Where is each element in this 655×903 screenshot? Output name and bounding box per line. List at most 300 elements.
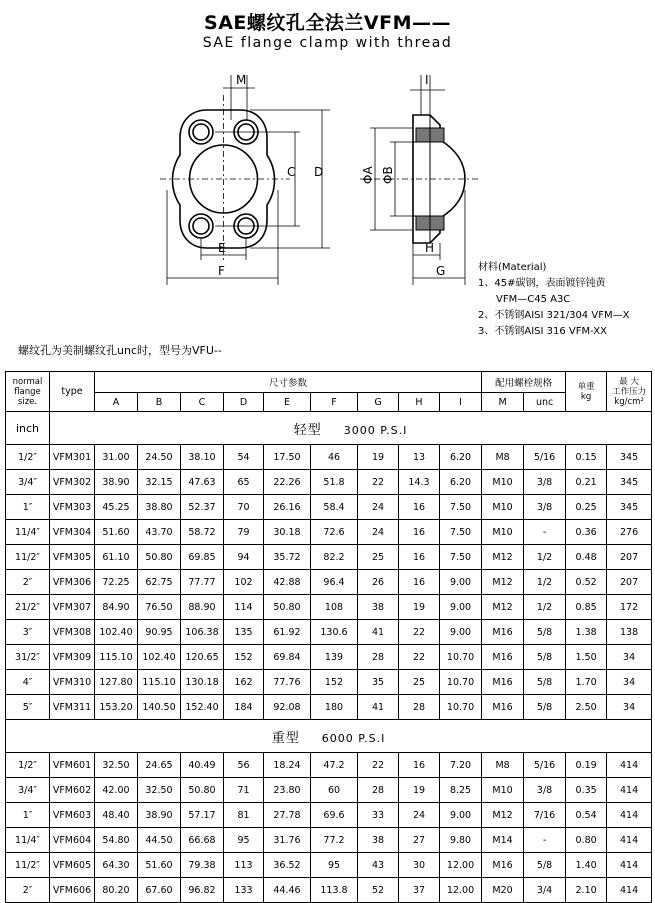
table-cell: M20 — [482, 878, 524, 903]
table-cell: 27 — [399, 828, 440, 853]
table-cell: 3/8 — [524, 778, 566, 803]
table-cell: 130.18 — [181, 670, 224, 695]
label-phiB: ΦB — [381, 166, 395, 184]
table-cell: 40.49 — [181, 753, 224, 778]
table-cell: 34 — [607, 645, 652, 670]
table-cell: 7.20 — [440, 753, 482, 778]
table-cell: 24 — [358, 520, 399, 545]
table-cell: 5/8 — [524, 695, 566, 720]
table-cell: 32.50 — [138, 778, 181, 803]
table-cell: 84.90 — [95, 595, 138, 620]
table-cell: 25 — [399, 670, 440, 695]
col-header-unc: unc — [524, 393, 566, 412]
table-cell: VFM310 — [50, 670, 95, 695]
table-row — [6, 645, 652, 670]
table-cell: 414 — [607, 803, 652, 828]
table-cell: 1/2″ — [6, 753, 50, 778]
table-cell: 14.3 — [399, 470, 440, 495]
col-header-h: H — [399, 393, 440, 412]
table-cell: 1/2″ — [6, 445, 50, 470]
table-cell: 31/2″ — [6, 645, 50, 670]
col-header-e: E — [264, 393, 311, 412]
col-header-d: D — [224, 393, 264, 412]
table-cell: 0.48 — [566, 545, 607, 570]
table-cell: VFM305 — [50, 545, 95, 570]
table-cell: 414 — [607, 853, 652, 878]
table-cell: 2″ — [6, 570, 50, 595]
table-cell: 106.38 — [181, 620, 224, 645]
table-cell: M16 — [482, 853, 524, 878]
table-cell: 47.63 — [181, 470, 224, 495]
table-cell: 3/8 — [524, 495, 566, 520]
table-cell: 62.75 — [138, 570, 181, 595]
table-cell: 3/4″ — [6, 778, 50, 803]
table-cell: M10 — [482, 520, 524, 545]
table-cell: 162 — [224, 670, 264, 695]
table-cell: - — [524, 520, 566, 545]
table-cell: M8 — [482, 753, 524, 778]
table-cell: 30.18 — [264, 520, 311, 545]
table-row — [6, 753, 652, 778]
table-cell: 120.65 — [181, 645, 224, 670]
table-cell: 0.19 — [566, 753, 607, 778]
table-cell: 0.52 — [566, 570, 607, 595]
label-D: D — [314, 165, 324, 179]
table-cell: 3/4 — [524, 878, 566, 903]
table-cell: 96.82 — [181, 878, 224, 903]
table-cell: 41 — [358, 695, 399, 720]
inch-label: inch — [6, 412, 50, 445]
table-cell: M12 — [482, 595, 524, 620]
table-cell: 0.25 — [566, 495, 607, 520]
table-cell: 16 — [399, 520, 440, 545]
table-row — [6, 595, 652, 620]
table-cell: 38.90 — [138, 803, 181, 828]
table-cell: 12.00 — [440, 878, 482, 903]
table-cell: 1/2 — [524, 570, 566, 595]
table-cell: VFM602 — [50, 778, 95, 803]
table-cell: 24.50 — [138, 445, 181, 470]
table-cell: 3/4″ — [6, 470, 50, 495]
table-cell: 72.6 — [311, 520, 358, 545]
table-cell: 5/8 — [524, 670, 566, 695]
material-item-1-grade: VFM—C45 A3C — [496, 294, 571, 305]
table-row — [6, 803, 652, 828]
table-cell: M14 — [482, 828, 524, 853]
table-cell: M16 — [482, 645, 524, 670]
table-cell: 1/2 — [524, 595, 566, 620]
table-cell: VFM604 — [50, 828, 95, 853]
table-cell: 61.92 — [264, 620, 311, 645]
material-item-2: 2、不锈钢AISI 321/304 VFM—X — [478, 310, 630, 321]
table-cell: 42.00 — [95, 778, 138, 803]
table-cell: 3″ — [6, 620, 50, 645]
table-row — [6, 470, 652, 495]
table-cell: 152 — [311, 670, 358, 695]
table-cell: 172 — [607, 595, 652, 620]
header-bolt: 配用螺栓规格 — [482, 372, 566, 393]
table-cell: 28 — [399, 695, 440, 720]
materials-heading: 材料(Material) — [478, 262, 547, 273]
table-cell: 52.37 — [181, 495, 224, 520]
table-cell: 13 — [399, 445, 440, 470]
table-cell: 79 — [224, 520, 264, 545]
table-cell: 1/2 — [524, 545, 566, 570]
table-cell: 95 — [311, 853, 358, 878]
table-cell: VFM606 — [50, 878, 95, 903]
table-cell: 24.65 — [138, 753, 181, 778]
table-cell: 152 — [224, 645, 264, 670]
table-cell: M10 — [482, 778, 524, 803]
table-cell: 21/2″ — [6, 595, 50, 620]
table-cell: 12.00 — [440, 853, 482, 878]
table-cell: 61.10 — [95, 545, 138, 570]
table-cell: 102.40 — [95, 620, 138, 645]
table-cell: 102.40 — [138, 645, 181, 670]
table-cell: 25 — [358, 545, 399, 570]
table-cell: 115.10 — [138, 670, 181, 695]
table-cell: 22 — [358, 753, 399, 778]
table-cell: 48.40 — [95, 803, 138, 828]
table-cell: 17.50 — [264, 445, 311, 470]
table-cell: 207 — [607, 545, 652, 570]
table-cell: 5/8 — [524, 645, 566, 670]
table-cell: 57.17 — [181, 803, 224, 828]
table-cell: 1″ — [6, 495, 50, 520]
table-cell: 180 — [311, 695, 358, 720]
material-item-1: 1、45#碳钢，表面镀锌钝黄 — [478, 278, 606, 289]
spec-table — [5, 371, 652, 903]
table-cell: 56 — [224, 753, 264, 778]
table-cell: 2″ — [6, 878, 50, 903]
table-cell: 345 — [607, 470, 652, 495]
table-cell: 6.20 — [440, 470, 482, 495]
table-cell: 23.80 — [264, 778, 311, 803]
table-row — [6, 670, 652, 695]
table-row — [6, 828, 652, 853]
table-cell: 34 — [607, 670, 652, 695]
table-cell: 95 — [224, 828, 264, 853]
light-section-title: 轻型 3000 P.S.I — [50, 412, 652, 445]
table-cell: 2.50 — [566, 695, 607, 720]
table-cell: 9.00 — [440, 620, 482, 645]
table-cell: 184 — [224, 695, 264, 720]
table-cell: 77.2 — [311, 828, 358, 853]
table-cell: 0.85 — [566, 595, 607, 620]
table-cell: 43.70 — [138, 520, 181, 545]
table-cell: 16 — [399, 495, 440, 520]
table-cell: 135 — [224, 620, 264, 645]
materials-block — [478, 260, 629, 340]
table-cell: 69.6 — [311, 803, 358, 828]
table-cell: 65 — [224, 470, 264, 495]
material-item-3: 3、不锈钢AISI 316 VFM-XX — [478, 326, 607, 337]
table-cell: 31.00 — [95, 445, 138, 470]
table-cell: 44.46 — [264, 878, 311, 903]
table-cell: 24 — [358, 495, 399, 520]
label-E: E — [218, 241, 226, 255]
table-cell: 22 — [399, 645, 440, 670]
table-cell: 153.20 — [95, 695, 138, 720]
table-cell: 0.54 — [566, 803, 607, 828]
table-cell: VFM306 — [50, 570, 95, 595]
table-cell: 11/2″ — [6, 853, 50, 878]
table-cell: 19 — [399, 778, 440, 803]
table-cell: 92.08 — [264, 695, 311, 720]
table-cell: M10 — [482, 470, 524, 495]
table-cell: 22.26 — [264, 470, 311, 495]
table-cell: 51.60 — [138, 853, 181, 878]
table-cell: 10.70 — [440, 645, 482, 670]
table-cell: 9.00 — [440, 570, 482, 595]
table-cell: 6.20 — [440, 445, 482, 470]
table-cell: 127.80 — [95, 670, 138, 695]
table-cell: 69.84 — [264, 645, 311, 670]
table-cell: 52 — [358, 878, 399, 903]
table-cell: 139 — [311, 645, 358, 670]
table-cell: 51.8 — [311, 470, 358, 495]
table-cell: VFM302 — [50, 470, 95, 495]
table-cell: 72.25 — [95, 570, 138, 595]
table-cell: 1.50 — [566, 645, 607, 670]
table-cell: 0.80 — [566, 828, 607, 853]
table-cell: 1.40 — [566, 853, 607, 878]
table-row — [6, 695, 652, 720]
table-cell: 33 — [358, 803, 399, 828]
table-cell: 414 — [607, 828, 652, 853]
table-cell: 82.2 — [311, 545, 358, 570]
table-cell: 133 — [224, 878, 264, 903]
col-header-g: G — [358, 393, 399, 412]
table-row — [6, 545, 652, 570]
unc-note: 螺纹孔为美制螺纹孔unc时，型号为VFU-- — [18, 344, 222, 357]
table-cell: 7.50 — [440, 495, 482, 520]
label-M: M — [236, 73, 247, 87]
table-cell: VFM309 — [50, 645, 95, 670]
table-cell: M10 — [482, 495, 524, 520]
table-cell: VFM303 — [50, 495, 95, 520]
table-cell: 37 — [399, 878, 440, 903]
table-cell: 34 — [607, 695, 652, 720]
table-cell: 96.4 — [311, 570, 358, 595]
table-cell: 140.50 — [138, 695, 181, 720]
label-H: H — [425, 241, 435, 255]
table-cell: 46 — [311, 445, 358, 470]
table-cell: 10.70 — [440, 695, 482, 720]
flange-technical-drawing — [0, 60, 655, 290]
table-cell: 31.76 — [264, 828, 311, 853]
col-header-a: A — [95, 393, 138, 412]
table-cell: 43 — [358, 853, 399, 878]
table-row — [6, 570, 652, 595]
table-row — [6, 520, 652, 545]
table-cell: 414 — [607, 753, 652, 778]
table-cell: 60 — [311, 778, 358, 803]
table-cell: 70 — [224, 495, 264, 520]
table-cell: M12 — [482, 570, 524, 595]
label-phiA: ΦA — [361, 166, 375, 184]
table-cell: 113 — [224, 853, 264, 878]
table-cell: M12 — [482, 545, 524, 570]
table-cell: 54 — [224, 445, 264, 470]
table-cell: 138 — [607, 620, 652, 645]
table-cell: 7.50 — [440, 520, 482, 545]
table-cell: 45.25 — [95, 495, 138, 520]
col-header-i: I — [440, 393, 482, 412]
table-cell: 1.70 — [566, 670, 607, 695]
table-cell: 64.30 — [95, 853, 138, 878]
table-cell: 108 — [311, 595, 358, 620]
table-cell: VFM603 — [50, 803, 95, 828]
table-cell: 50.80 — [138, 545, 181, 570]
table-cell: 32.50 — [95, 753, 138, 778]
table-cell: 88.90 — [181, 595, 224, 620]
table-cell: 9.00 — [440, 595, 482, 620]
table-cell: 345 — [607, 495, 652, 520]
table-cell: 58.72 — [181, 520, 224, 545]
table-cell: 19 — [399, 595, 440, 620]
table-cell: 51.60 — [95, 520, 138, 545]
table-cell: VFM601 — [50, 753, 95, 778]
table-cell: 8.25 — [440, 778, 482, 803]
table-cell: 9.00 — [440, 803, 482, 828]
table-cell: VFM605 — [50, 853, 95, 878]
table-cell: M8 — [482, 445, 524, 470]
table-cell: 414 — [607, 878, 652, 903]
header-dimensions: 尺寸参数 — [95, 372, 482, 393]
table-cell: 90.95 — [138, 620, 181, 645]
table-row — [6, 878, 652, 903]
table-cell: 207 — [607, 570, 652, 595]
table-cell: 152.40 — [181, 695, 224, 720]
table-cell: 5/16 — [524, 753, 566, 778]
table-cell: 58.4 — [311, 495, 358, 520]
col-header-b: B — [138, 393, 181, 412]
table-row — [6, 620, 652, 645]
table-cell: 79.38 — [181, 853, 224, 878]
table-cell: 77.77 — [181, 570, 224, 595]
table-cell: 80.20 — [95, 878, 138, 903]
table-cell: 28 — [358, 778, 399, 803]
table-cell: 44.50 — [138, 828, 181, 853]
table-cell: 66.68 — [181, 828, 224, 853]
table-cell: - — [524, 828, 566, 853]
table-cell: 18.24 — [264, 753, 311, 778]
table-cell: VFM307 — [50, 595, 95, 620]
table-cell: M12 — [482, 803, 524, 828]
col-header-f: F — [311, 393, 358, 412]
table-cell: VFM311 — [50, 695, 95, 720]
label-I: I — [425, 73, 429, 87]
table-cell: 10.70 — [440, 670, 482, 695]
page-subtitle: SAE flange clamp with thread — [202, 35, 453, 51]
table-cell: 5″ — [6, 695, 50, 720]
table-row — [6, 495, 652, 520]
table-cell: 81 — [224, 803, 264, 828]
table-cell: 36.52 — [264, 853, 311, 878]
table-cell: 7.50 — [440, 545, 482, 570]
table-cell: 41 — [358, 620, 399, 645]
header-type: type — [50, 372, 95, 412]
table-cell: 0.21 — [566, 470, 607, 495]
table-cell: 115.10 — [95, 645, 138, 670]
table-cell: 38.90 — [95, 470, 138, 495]
table-cell: 35 — [358, 670, 399, 695]
table-cell: 11/4″ — [6, 520, 50, 545]
table-cell: 414 — [607, 778, 652, 803]
table-cell: VFM301 — [50, 445, 95, 470]
table-cell: 7/16 — [524, 803, 566, 828]
table-cell: 16 — [399, 753, 440, 778]
table-cell: 38 — [358, 595, 399, 620]
table-cell: 35.72 — [264, 545, 311, 570]
table-cell: M16 — [482, 695, 524, 720]
table-cell: 38.10 — [181, 445, 224, 470]
header-pressure: 最 大 工作压力 kg/cm² — [607, 372, 652, 412]
table-cell: 26 — [358, 570, 399, 595]
table-row — [6, 778, 652, 803]
front-dimension-lines — [167, 75, 330, 285]
table-cell: M16 — [482, 620, 524, 645]
table-cell: VFM308 — [50, 620, 95, 645]
table-cell: 16 — [399, 570, 440, 595]
table-cell: 50.80 — [264, 595, 311, 620]
table-cell: 1″ — [6, 803, 50, 828]
table-cell: 130.6 — [311, 620, 358, 645]
label-G: G — [436, 264, 446, 278]
table-cell: 28 — [358, 645, 399, 670]
table-cell: 5/8 — [524, 620, 566, 645]
header-weight: 单重 kg — [566, 372, 607, 412]
page-title: SAE螺纹孔全法兰VFM—— — [204, 12, 451, 34]
table-cell: 5/16 — [524, 445, 566, 470]
table-cell: 276 — [607, 520, 652, 545]
table-cell: 11/4″ — [6, 828, 50, 853]
table-cell: 30 — [399, 853, 440, 878]
table-cell: 77.76 — [264, 670, 311, 695]
table-cell: 2.10 — [566, 878, 607, 903]
table-cell: 94 — [224, 545, 264, 570]
table-cell: 32.15 — [138, 470, 181, 495]
table-cell: 11/2″ — [6, 545, 50, 570]
table-cell: 345 — [607, 445, 652, 470]
table-cell: 24 — [399, 803, 440, 828]
table-cell: 0.15 — [566, 445, 607, 470]
table-cell: M16 — [482, 670, 524, 695]
table-cell: 9.80 — [440, 828, 482, 853]
table-cell: 16 — [399, 545, 440, 570]
label-F: F — [218, 264, 225, 278]
table-cell: 0.36 — [566, 520, 607, 545]
table-cell: 54.80 — [95, 828, 138, 853]
label-C: C — [287, 165, 296, 179]
table-cell: 102 — [224, 570, 264, 595]
table-cell: 22 — [399, 620, 440, 645]
table-cell: 71 — [224, 778, 264, 803]
table-cell: 38 — [358, 828, 399, 853]
table-cell: 4″ — [6, 670, 50, 695]
table-cell: 26.16 — [264, 495, 311, 520]
table-row — [6, 445, 652, 470]
table-cell: 22 — [358, 470, 399, 495]
table-cell: 114 — [224, 595, 264, 620]
table-cell: 3/8 — [524, 470, 566, 495]
table-cell: 1.38 — [566, 620, 607, 645]
table-cell: 76.50 — [138, 595, 181, 620]
table-cell: 19 — [358, 445, 399, 470]
table-row — [6, 853, 652, 878]
table-cell: 0.35 — [566, 778, 607, 803]
